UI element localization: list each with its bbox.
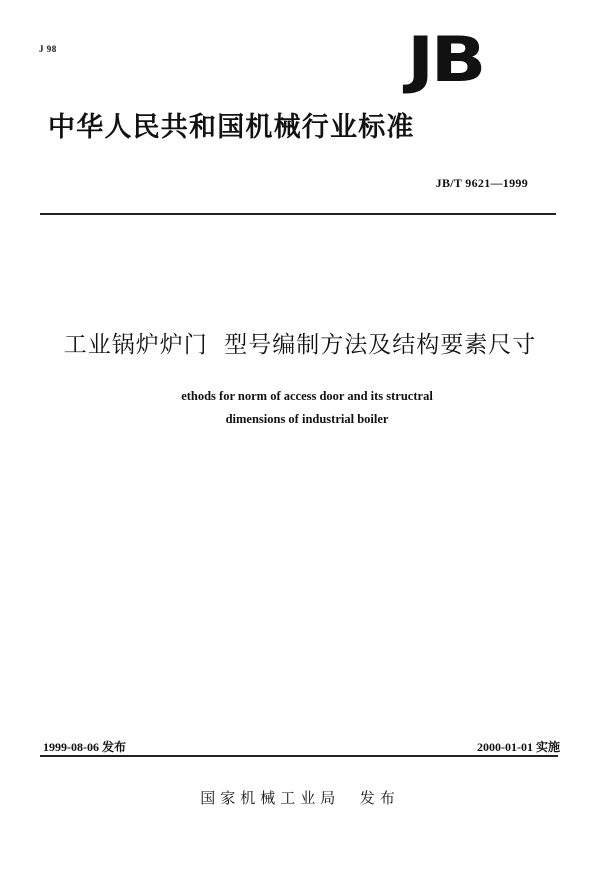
implementation-date: 2000-01-01 实施 [477,740,560,754]
standard-type-heading: 中华人民共和国机械行业标准 [48,112,415,143]
classification-code: J 98 [39,44,57,54]
issue-date: 1999-08-06 发布 [43,740,126,754]
standard-number: JB/T 9621—1999 [435,176,528,190]
document-title-english-line-2: dimensions of industrial boiler [225,412,389,426]
footer-divider [40,755,558,757]
jb-logo: JB [407,23,483,96]
header-divider [40,213,556,215]
document-title-english-line-1: ethods for norm of access door and its structral [181,389,433,403]
document-title-chinese: 工业锅炉炉门 型号编制方法及结构要素尺寸 [63,332,537,358]
issuing-authority: 国家机械工业局 发布 [200,789,400,807]
